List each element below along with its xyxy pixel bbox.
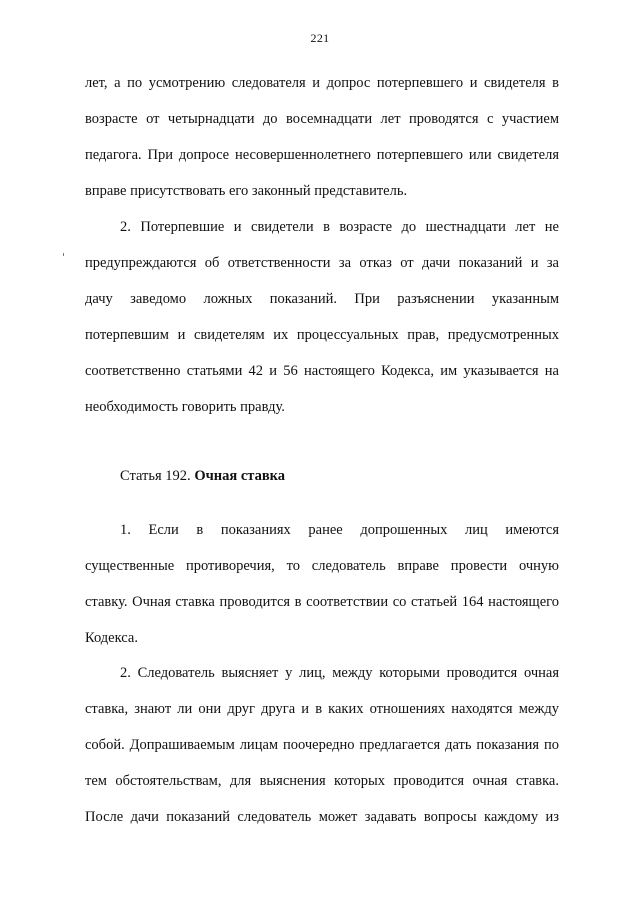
article-heading-title: Очная ставка: [194, 468, 286, 484]
paragraph-2-line-2: предупреждаются об ответственности за отказ от дачи показаний и за: [85, 255, 559, 271]
paragraph-1-line-2: возрасте от четырнадцати до восемнадцати лет проводятся с участием: [85, 111, 559, 127]
paragraph-1-line-4: вправе присутствовать его законный представитель.: [85, 183, 408, 199]
paragraph-2-line-4: потерпевшим и свидетелям их процессуальных прав, предусмотренных: [85, 327, 559, 343]
article-paragraph-2-line-2: ставка, знают ли они друг друга и в каких отношениях находятся между: [85, 701, 559, 717]
page-number: 221: [310, 31, 330, 45]
paragraph-2-line-6: необходимость говорить правду.: [85, 399, 285, 415]
article-heading-prefix: Статья 192.: [120, 468, 195, 484]
paragraph-1-line-1: лет, а по усмотрению следователя и допрос потерпевшего и свидетеля в: [85, 75, 559, 91]
paragraph-2-line-5: соответственно статьями 42 и 56 настоящего Кодекса, им указывается на: [85, 363, 559, 379]
article-paragraph-2-line-4: тем обстоятельствам, для выяснения которых проводится очная ставка.: [85, 773, 559, 789]
article-paragraph-1-line-3: ставку. Очная ставка проводится в соответствии со статьей 164 настоящего: [85, 594, 559, 610]
article-paragraph-1-line-4: Кодекса.: [85, 630, 138, 646]
article-paragraph-2-line-5: После дачи показаний следователь может задавать вопросы каждому из: [85, 809, 559, 825]
article-paragraph-2-line-3: собой. Допрашиваемым лицам поочередно предлагается дать показания по: [85, 737, 559, 753]
paragraph-1-line-3: педагога. При допросе несовершеннолетнего потерпевшего или свидетеля: [85, 147, 559, 163]
article-paragraph-1-line-2: существенные противоречия, то следователь вправе провести очную: [85, 558, 559, 574]
paragraph-2-line-1: 2. Потерпевшие и свидетели в возрасте до шестнадцати лет не: [120, 219, 559, 235]
article-paragraph-2-line-1: 2. Следователь выясняет у лиц, между которыми проводится очная: [120, 665, 559, 681]
article-paragraph-1-line-1: 1. Если в показаниях ранее допрошенных лиц имеются: [120, 522, 559, 538]
margin-mark: [63, 253, 64, 256]
article-heading: [120, 467, 285, 485]
paragraph-2-line-3: дачу заведомо ложных показаний. При разъяснении указанным: [85, 291, 559, 307]
